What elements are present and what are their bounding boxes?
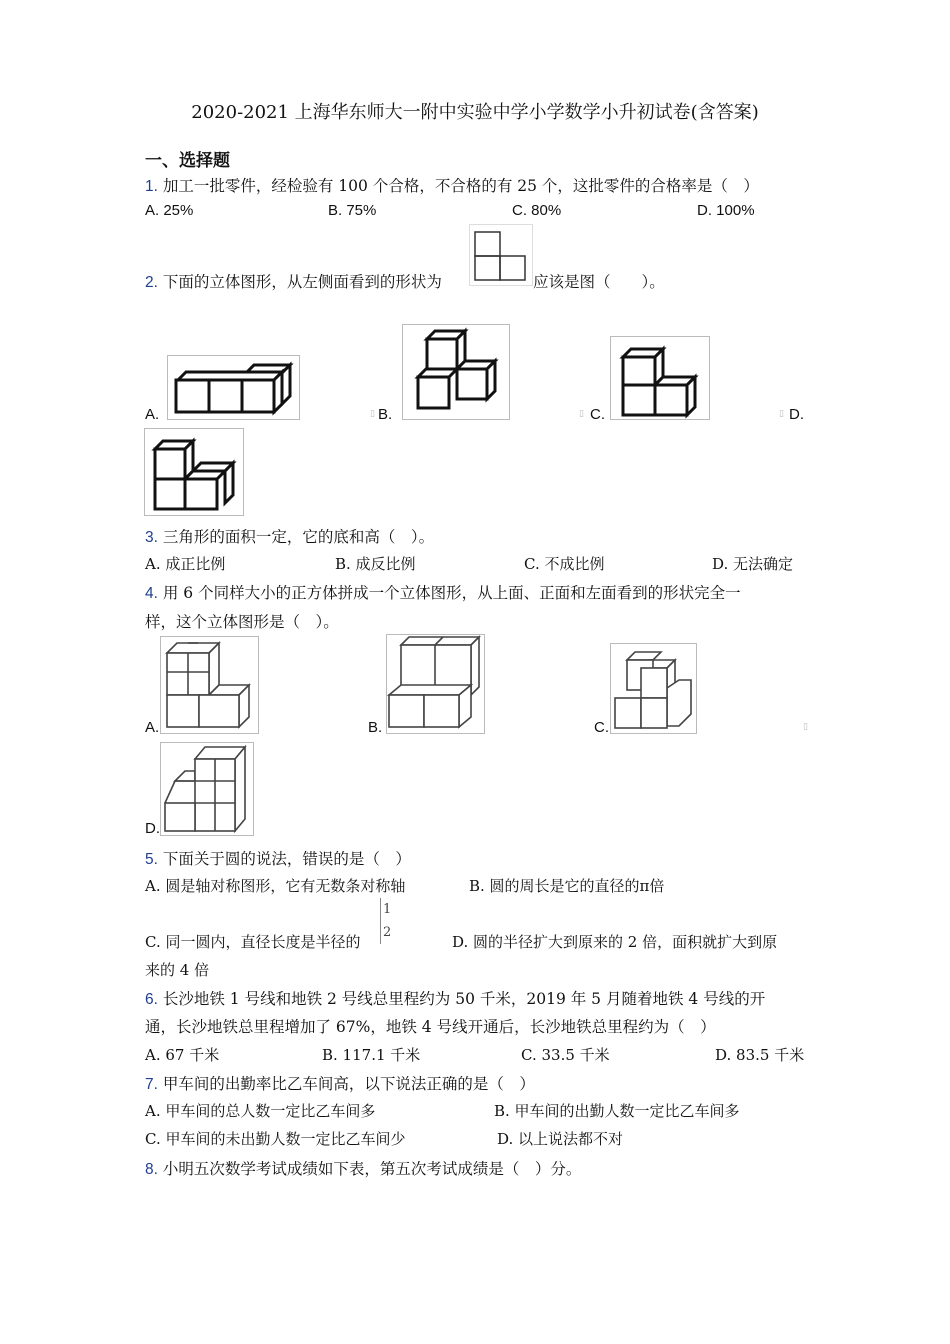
question-text-before: 下面的立体图形，从左侧面看到的形状为	[162, 273, 442, 291]
question-1	[145, 174, 759, 196]
question-3	[145, 525, 434, 547]
question-4	[145, 581, 741, 603]
fraction-denominator: 2	[383, 925, 392, 940]
question-number: 6.	[145, 991, 158, 1008]
q3-option-d[interactable]: D. 无法确定	[712, 555, 794, 573]
q4-option-d[interactable]: D.	[145, 820, 160, 837]
option-separator: ▯	[779, 409, 784, 419]
q4-figure-c	[610, 643, 697, 734]
q2-figure-c	[610, 336, 710, 420]
question-number: 4.	[145, 585, 158, 602]
q3-option-a[interactable]: A. 成正比例	[145, 555, 226, 573]
q3-option-b[interactable]: B. 成反比例	[335, 555, 416, 573]
question-text: 加工一批零件，经检验有 100 个合格，不合格的有 25 个，这批零件的合格率是（ ）	[162, 177, 759, 195]
q2-option-b[interactable]: B.	[378, 406, 393, 423]
q5-option-b[interactable]: B. 圆的周长是它的直径的π倍	[469, 877, 665, 895]
question-2	[145, 270, 442, 292]
question-number: 2.	[145, 274, 158, 291]
q1-option-d[interactable]: D. 100%	[697, 202, 755, 219]
q4-option-a[interactable]: A.	[145, 719, 160, 736]
q1-option-a[interactable]: A. 25%	[145, 202, 194, 219]
question-8	[145, 1157, 581, 1179]
q6-option-b[interactable]: B. 117.1 千米	[322, 1046, 421, 1064]
question-6-line2: 通，长沙地铁总里程增加了 67%，地铁 4 号线开通后，长沙地铁总里程约为（ ）	[145, 1018, 716, 1036]
q6-option-d[interactable]: D. 83.5 千米	[715, 1046, 805, 1064]
question-4-line2: 样，这个立体图形是（ ）。	[145, 613, 339, 631]
option-separator: ▯	[579, 409, 584, 419]
q4-option-b[interactable]: B.	[368, 719, 383, 736]
question-text-line1: 用 6 个同样大小的正方体拼成一个立体图形，从上面、正面和左面看到的形状完全一	[162, 584, 741, 602]
page-title: 2020-2021 上海华东师大一附中实验中学小学数学小升初试卷(含答案)	[191, 102, 759, 123]
q4-figure-b	[386, 634, 485, 734]
question-number: 3.	[145, 529, 158, 546]
option-separator: ▯	[803, 722, 808, 732]
fraction-numerator: 1	[383, 902, 392, 917]
q7-option-c[interactable]: C. 甲车间的未出勤人数一定比乙车间少	[145, 1130, 406, 1148]
q7-option-a[interactable]: A. 甲车间的总人数一定比乙车间多	[145, 1102, 376, 1120]
q6-option-c[interactable]: C. 33.5 千米	[521, 1046, 610, 1064]
q2-option-c[interactable]: C.	[590, 406, 605, 423]
q5-option-d[interactable]: D. 圆的半径扩大到原来的 2 倍，面积就扩大到原	[452, 933, 778, 951]
q4-figure-d	[160, 742, 254, 836]
question-number: 8.	[145, 1161, 158, 1178]
question-number: 5.	[145, 851, 158, 868]
question-6	[145, 987, 765, 1009]
q5-option-d-line2: 来的 4 倍	[145, 961, 210, 979]
question-number: 1.	[145, 178, 158, 195]
section-heading: 一、选择题	[145, 151, 230, 171]
question-text: 下面关于圆的说法，错误的是（ ）	[162, 850, 411, 868]
question-text-line1: 长沙地铁 1 号线和地铁 2 号线总里程约为 50 千米，2019 年 5 月随着地铁 4 号线的开	[162, 990, 766, 1008]
q7-option-d[interactable]: D. 以上说法都不对	[497, 1130, 624, 1148]
q2-option-d[interactable]: D.	[789, 406, 804, 423]
question-5	[145, 847, 411, 869]
question-7	[145, 1072, 535, 1094]
q5-option-c[interactable]: C. 同一圆内，直径长度是半径的	[145, 933, 361, 951]
q1-option-b[interactable]: B. 75%	[328, 202, 377, 219]
q4-option-c[interactable]: C.	[594, 719, 609, 736]
q7-option-b[interactable]: B. 甲车间的出勤人数一定比乙车间多	[494, 1102, 740, 1120]
question-text-after: 应该是图（ ）。	[533, 273, 665, 291]
question-text: 甲车间的出勤率比乙车间高，以下说法正确的是（ ）	[162, 1075, 535, 1093]
q2-figure-d	[144, 428, 244, 516]
question-number: 7.	[145, 1076, 158, 1093]
question-text: 小明五次数学考试成绩如下表，第五次考试成绩是（ ）分。	[162, 1160, 582, 1178]
fraction-one-half	[380, 898, 395, 944]
q4-figure-a	[160, 636, 259, 734]
side-view-figure	[469, 224, 533, 286]
q2-figure-a	[167, 355, 300, 420]
q5-option-a[interactable]: A. 圆是轴对称图形，它有无数条对称轴	[145, 877, 406, 895]
q2-figure-b	[402, 324, 510, 420]
question-text: 三角形的面积一定，它的底和高（ ）。	[162, 528, 435, 546]
q6-option-a[interactable]: A. 67 千米	[145, 1046, 220, 1064]
q1-option-c[interactable]: C. 80%	[512, 202, 562, 219]
option-separator: ▯	[370, 409, 375, 419]
q2-option-a[interactable]: A.	[145, 406, 160, 423]
q3-option-c[interactable]: C. 不成比例	[524, 555, 605, 573]
